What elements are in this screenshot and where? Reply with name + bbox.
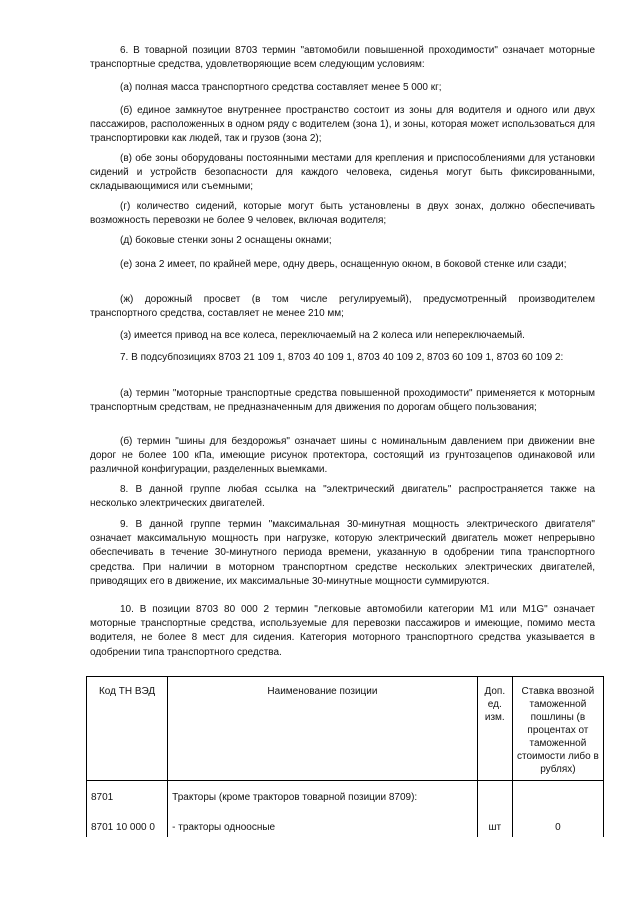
cell-duty-rate: 0 [512, 807, 603, 837]
paragraph-note-10: 10. В позиции 8703 80 000 2 термин "легковые автомобили категории M1 или M1G" означает моторные транспортные средства, используемые для перевозки пассажиров и имеющие, помимо места водителя, не более 8 мест для сидения. Категория моторного транспортного средства указывается в одобрении типа транспортного средства. [90, 604, 595, 658]
paragraph-6g: (ж) дорожный просвет (в том числе регулируемый), предусмотренный производителем транспортного средства, составляет не менее 210 мм; [90, 294, 595, 320]
cell-duty-rate [512, 781, 603, 808]
paragraph-note-6: 6. В товарной позиции 8703 термин "автомобили повышенной проходимости" означает моторные транспортные средства, удовлетворяющие всем следующим условиям: [90, 45, 595, 71]
cell-unit [477, 781, 512, 808]
table-header-row [87, 677, 604, 781]
paragraph-6c: (в) обе зоны оборудованы постоянными местами для крепления и приспособлениями для установки сидений и устройств безопасности для каждого человека, сиденья могут быть фиксированными, складывающимися или съемными; [90, 153, 595, 193]
table-row [87, 781, 604, 808]
paragraph-note-8: 8. В данной группе любая ссылка на "электрический двигатель" распространяется также на несколько электрических двигателей. [90, 484, 595, 510]
paragraph-6d: (г) количество сидений, которые могут быть установлены в двух зонах, должно обеспечивать возможность перевозки не более 9 человек, включая водителя; [90, 201, 595, 227]
paragraph-6f: (е) зона 2 имеет, по крайней мере, одну дверь, оснащенную окном, в боковой стенке или сзади; [120, 259, 567, 270]
header-duty-rate: Ставка ввозной таможенной пошлины (в процентах от таможенной стоимости либо в рублях) [512, 677, 603, 781]
cell-code: 8701 [87, 781, 168, 808]
table-row [87, 807, 604, 837]
header-code: Код ТН ВЭД [87, 677, 168, 781]
paragraph-7a: (а) термин "моторные транспортные средства повышенной проходимости" применяется к моторным транспортным средствам, не предназначенным для движения по дорогам общего пользования; [90, 388, 595, 414]
paragraph-7b: (б) термин "шины для бездорожья" означает шины с номинальным давлением при движении вне дорог не более 100 кПа, имеющие рисунок протектора, состоящий из грунтозацепов одинаковой или различной конфигурации, разделенных выемками. [90, 436, 595, 476]
paragraph-6e: (д) боковые стенки зоны 2 оснащены окнами; [120, 235, 332, 246]
cell-name: Тракторы (кроме тракторов товарной позиции 8709): [168, 781, 478, 808]
cell-unit: шт [477, 807, 512, 837]
header-unit: Доп. ед. изм. [477, 677, 512, 781]
tariff-table [86, 676, 604, 837]
header-name: Наименование позиции [168, 677, 478, 781]
paragraph-note-7: 7. В подсубпозициях 8703 21 109 1, 8703 40 109 1, 8703 40 109 2, 8703 60 109 1, 8703 60 109 2: [120, 352, 564, 363]
paragraph-6b: (б) единое замкнутое внутреннее пространство состоит из зоны для водителя и одного или двух пассажиров, расположенных в одном ряду с водителем (зона 1), и зоны, которая может использоваться для транспортировки как людей, так и грузов (зона 2); [90, 105, 595, 145]
cell-name: - тракторы одноосные [168, 807, 478, 837]
paragraph-6a: (а) полная масса транспортного средства составляет менее 5 000 кг; [120, 82, 442, 93]
cell-code: 8701 10 000 0 [87, 807, 168, 837]
paragraph-6h: (з) имеется привод на все колеса, переключаемый на 2 колеса или непереключаемый. [120, 330, 525, 341]
paragraph-note-9: 9. В данной группе термин "максимальная 30-минутная мощность электрического двигателя" означает максимальную мощность при нагрузке, которую электрический двигатель может непрерывно обеспечивать в течение 30-минутного периода времени, указанную в одобрении типа транспортного средства. При наличии в моторном транспортном средстве нескольких электрических двигателей, приводящих его в движение, их максимальные 30-минутные мощности суммируются. [90, 519, 595, 587]
